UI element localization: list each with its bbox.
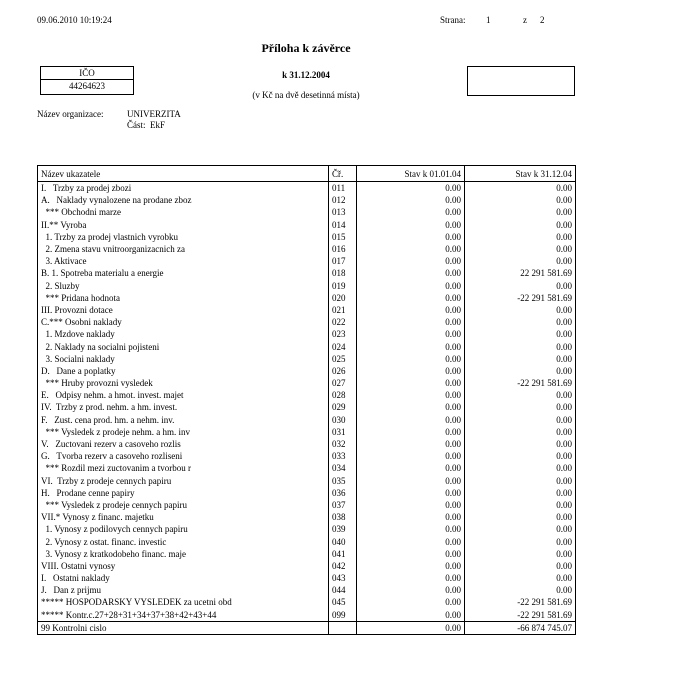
row-balance-end: -22 291 581.69 — [465, 377, 576, 389]
row-balance-start: 0.00 — [357, 572, 465, 584]
row-balance-start: 0.00 — [357, 206, 465, 218]
row-number: 029 — [329, 401, 357, 413]
row-balance-start: 0.00 — [357, 584, 465, 596]
row-balance-end: 0.00 — [465, 572, 576, 584]
table-row — [38, 377, 576, 389]
report-date: k 31.12.2004 — [282, 70, 330, 80]
row-balance-end: 0.00 — [465, 438, 576, 450]
org-name: UNIVERZITA — [127, 109, 181, 119]
row-balance-start: 0.00 — [357, 560, 465, 572]
row-number: 028 — [329, 389, 357, 401]
row-balance-start: 0.00 — [357, 304, 465, 316]
page-of-label: z — [523, 15, 527, 25]
row-balance-start: 0.00 — [357, 523, 465, 535]
row-balance-start: 0.00 — [357, 377, 465, 389]
row-number: 031 — [329, 426, 357, 438]
row-balance-start: 0.00 — [357, 401, 465, 413]
row-balance-start: 0.00 — [357, 511, 465, 523]
row-indicator-name: VII.* Vynosy z financ. majetku — [38, 511, 329, 523]
row-indicator-name: J. Dan z prijmu — [38, 584, 329, 596]
row-balance-end: 0.00 — [465, 523, 576, 535]
row-balance-end: 0.00 — [465, 389, 576, 401]
row-indicator-name: 3. Socialni naklady — [38, 353, 329, 365]
row-indicator-name: ***** HOSPODARSKY VYSLEDEK za ucetni obd — [38, 596, 329, 608]
row-balance-start: 0.00 — [357, 535, 465, 547]
row-balance-start: 0.00 — [357, 255, 465, 267]
row-indicator-name: 1. Mzdove naklady — [38, 328, 329, 340]
footer-indicator-name: 99 Kontrolni cislo — [38, 621, 329, 634]
row-number: 022 — [329, 316, 357, 328]
table-row — [38, 389, 576, 401]
row-balance-end: 0.00 — [465, 206, 576, 218]
row-indicator-name: G. Tvorba rezerv a casoveho rozliseni — [38, 450, 329, 462]
row-number: 023 — [329, 328, 357, 340]
row-indicator-name: 3. Aktivace — [38, 255, 329, 267]
table-row — [38, 280, 576, 292]
stamp-box — [467, 66, 575, 96]
table-row — [38, 426, 576, 438]
row-indicator-name: E. Odpisy nehm. a hmot. invest. majet — [38, 389, 329, 401]
row-indicator-name: 1. Trzby za prodej vlastnich vyrobku — [38, 231, 329, 243]
row-number: 034 — [329, 462, 357, 474]
row-indicator-name: *** Pridana hodnota — [38, 292, 329, 304]
row-balance-end: 0.00 — [465, 365, 576, 377]
ico-value: 44264623 — [69, 81, 105, 91]
row-balance-end: 0.00 — [465, 487, 576, 499]
row-balance-end: 0.00 — [465, 316, 576, 328]
table-row — [38, 267, 576, 279]
table-row — [38, 353, 576, 365]
row-balance-end: 0.00 — [465, 231, 576, 243]
row-indicator-name: 2. Naklady na socialni pojisteni — [38, 340, 329, 352]
row-balance-start: 0.00 — [357, 475, 465, 487]
row-balance-start: 0.00 — [357, 182, 465, 195]
row-number: 030 — [329, 414, 357, 426]
table-row — [38, 206, 576, 218]
row-number: 015 — [329, 231, 357, 243]
row-indicator-name: III. Provozni dotace — [38, 304, 329, 316]
table-row — [38, 462, 576, 474]
page-current: 1 — [486, 15, 491, 25]
row-number: 043 — [329, 572, 357, 584]
row-number: 099 — [329, 609, 357, 622]
row-balance-end: 0.00 — [465, 499, 576, 511]
row-balance-start: 0.00 — [357, 609, 465, 622]
row-number: 011 — [329, 182, 357, 195]
footer-balance-start: 0.00 — [357, 621, 465, 634]
row-number: 032 — [329, 438, 357, 450]
table-row — [38, 414, 576, 426]
row-balance-start: 0.00 — [357, 450, 465, 462]
row-number: 038 — [329, 511, 357, 523]
table-row — [38, 401, 576, 413]
row-balance-start: 0.00 — [357, 499, 465, 511]
row-number: 012 — [329, 194, 357, 206]
row-balance-end: -22 291 581.69 — [465, 292, 576, 304]
row-number: 021 — [329, 304, 357, 316]
row-number: 039 — [329, 523, 357, 535]
row-balance-end: 0.00 — [465, 243, 576, 255]
row-balance-start: 0.00 — [357, 462, 465, 474]
part-value: EkF — [150, 120, 166, 130]
row-number: 037 — [329, 499, 357, 511]
row-indicator-name: D. Dane a poplatky — [38, 365, 329, 377]
table-row — [38, 304, 576, 316]
table-row — [38, 596, 576, 608]
row-indicator-name: *** Vysledek z prodeje cennych papiru — [38, 499, 329, 511]
row-balance-end: 0.00 — [465, 475, 576, 487]
row-balance-start: 0.00 — [357, 414, 465, 426]
row-balance-start: 0.00 — [357, 365, 465, 377]
table-row — [38, 231, 576, 243]
row-number: 045 — [329, 596, 357, 608]
table-row — [38, 328, 576, 340]
row-indicator-name: VIII. Ostatni vynosy — [38, 560, 329, 572]
row-indicator-name: 1. Vynosy z podilovych cennych papiru — [38, 523, 329, 535]
row-number: 040 — [329, 535, 357, 547]
row-indicator-name: IV. Trzby z prod. nehm. a hm. invest. — [38, 401, 329, 413]
row-balance-start: 0.00 — [357, 548, 465, 560]
header-row-number: Čř. — [329, 166, 357, 182]
print-datetime: 09.06.2010 10:19:24 — [37, 15, 112, 25]
row-number: 035 — [329, 475, 357, 487]
table-row — [38, 316, 576, 328]
row-balance-start: 0.00 — [357, 292, 465, 304]
row-number: 020 — [329, 292, 357, 304]
row-balance-start: 0.00 — [357, 426, 465, 438]
table-row — [38, 194, 576, 206]
row-balance-end: 0.00 — [465, 401, 576, 413]
row-balance-start: 0.00 — [357, 316, 465, 328]
table-row — [38, 584, 576, 596]
table-row — [38, 535, 576, 547]
row-indicator-name: VI. Trzby z prodeje cennych papiru — [38, 475, 329, 487]
row-balance-end: 0.00 — [465, 560, 576, 572]
ico-label: IČO — [79, 68, 95, 78]
footer-row-number — [329, 621, 357, 634]
table-row — [38, 219, 576, 231]
row-balance-start: 0.00 — [357, 438, 465, 450]
row-balance-end: 0.00 — [465, 462, 576, 474]
row-indicator-name: *** Obchodni marze — [38, 206, 329, 218]
header-balance-start: Stav k 01.01.04 — [357, 166, 465, 182]
row-balance-start: 0.00 — [357, 219, 465, 231]
table-row — [38, 499, 576, 511]
row-balance-start: 0.00 — [357, 194, 465, 206]
row-balance-end: 0.00 — [465, 535, 576, 547]
row-balance-start: 0.00 — [357, 389, 465, 401]
table-header-row — [38, 166, 576, 182]
table-row — [38, 560, 576, 572]
row-number: 033 — [329, 450, 357, 462]
row-indicator-name: H. Prodane cenne papiry — [38, 487, 329, 499]
header-balance-end: Stav k 31.12.04 — [465, 166, 576, 182]
row-indicator-name: A. Naklady vynalozene na prodane zboz — [38, 194, 329, 206]
row-balance-end: -22 291 581.69 — [465, 596, 576, 608]
row-number: 041 — [329, 548, 357, 560]
row-balance-end: 0.00 — [465, 340, 576, 352]
table-footer-row — [38, 621, 576, 634]
table-row — [38, 523, 576, 535]
row-number: 024 — [329, 340, 357, 352]
row-balance-end: 0.00 — [465, 194, 576, 206]
row-indicator-name: I. Trzby za prodej zbozi — [38, 182, 329, 195]
ico-divider — [41, 79, 133, 80]
row-balance-end: 0.00 — [465, 280, 576, 292]
table-row — [38, 548, 576, 560]
header-indicator-name: Název ukazatele — [38, 166, 329, 182]
row-balance-end: 0.00 — [465, 511, 576, 523]
row-balance-end: 0.00 — [465, 219, 576, 231]
row-indicator-name: *** Hruby provozni vysledek — [38, 377, 329, 389]
row-balance-start: 0.00 — [357, 267, 465, 279]
row-indicator-name: II.** Vyroba — [38, 219, 329, 231]
table-row — [38, 182, 576, 195]
row-balance-end: 0.00 — [465, 584, 576, 596]
row-balance-end: 22 291 581.69 — [465, 267, 576, 279]
row-number: 019 — [329, 280, 357, 292]
row-indicator-name: I. Ostatni naklady — [38, 572, 329, 584]
table-row — [38, 365, 576, 377]
row-indicator-name: 2. Vynosy z ostat. financ. investic — [38, 535, 329, 547]
units-note: (v Kč na dvě desetinná místa) — [252, 90, 360, 100]
row-balance-end: 0.00 — [465, 450, 576, 462]
table-row — [38, 243, 576, 255]
row-indicator-name: ***** Kontr.c.27+28+31+34+37+38+42+43+44 — [38, 609, 329, 622]
row-indicator-name: 3. Vynosy z kratkodobeho financ. maje — [38, 548, 329, 560]
table-row — [38, 475, 576, 487]
row-number: 018 — [329, 267, 357, 279]
row-balance-start: 0.00 — [357, 328, 465, 340]
row-balance-end: 0.00 — [465, 548, 576, 560]
table-row — [38, 572, 576, 584]
row-number: 044 — [329, 584, 357, 596]
table-row — [38, 340, 576, 352]
footer-balance-end: -66 874 745.07 — [465, 621, 576, 634]
row-balance-start: 0.00 — [357, 340, 465, 352]
row-number: 014 — [329, 219, 357, 231]
row-indicator-name: *** Vysledek z prodeje nehm. a hm. inv — [38, 426, 329, 438]
part-label: Část: — [127, 120, 146, 130]
row-number: 017 — [329, 255, 357, 267]
row-number: 016 — [329, 243, 357, 255]
row-indicator-name: V. Zuctovani rezerv a casoveho rozlis — [38, 438, 329, 450]
table-row — [38, 511, 576, 523]
page-total: 2 — [540, 15, 545, 25]
row-number: 025 — [329, 353, 357, 365]
row-balance-end: 0.00 — [465, 414, 576, 426]
table-row — [38, 450, 576, 462]
row-number: 026 — [329, 365, 357, 377]
row-balance-start: 0.00 — [357, 243, 465, 255]
row-indicator-name: B. 1. Spotreba materialu a energie — [38, 267, 329, 279]
row-balance-start: 0.00 — [357, 353, 465, 365]
row-balance-start: 0.00 — [357, 596, 465, 608]
row-balance-start: 0.00 — [357, 487, 465, 499]
row-balance-start: 0.00 — [357, 280, 465, 292]
page-label: Strana: — [440, 15, 466, 25]
row-balance-end: 0.00 — [465, 182, 576, 195]
org-label: Název organizace: — [37, 109, 104, 119]
document-title: Příloha k závěrce — [261, 41, 351, 55]
row-indicator-name: C.*** Osobni naklady — [38, 316, 329, 328]
row-number: 042 — [329, 560, 357, 572]
table-row — [38, 609, 576, 622]
row-balance-end: 0.00 — [465, 353, 576, 365]
row-indicator-name: *** Rozdil mezi zuctovanim a tvorbou r — [38, 462, 329, 474]
row-balance-end: 0.00 — [465, 426, 576, 438]
row-balance-end: 0.00 — [465, 328, 576, 340]
report-table — [37, 165, 576, 635]
ico-box — [40, 66, 134, 95]
row-number: 027 — [329, 377, 357, 389]
table-row — [38, 438, 576, 450]
table-row — [38, 487, 576, 499]
row-balance-end: -22 291 581.69 — [465, 609, 576, 622]
table-row — [38, 255, 576, 267]
row-balance-end: 0.00 — [465, 304, 576, 316]
row-number: 036 — [329, 487, 357, 499]
row-indicator-name: 2. Sluzby — [38, 280, 329, 292]
table-row — [38, 292, 576, 304]
row-indicator-name: F. Zust. cena prod. hm. a nehm. inv. — [38, 414, 329, 426]
row-balance-end: 0.00 — [465, 255, 576, 267]
row-indicator-name: 2. Zmena stavu vnitroorganizacnich za — [38, 243, 329, 255]
row-number: 013 — [329, 206, 357, 218]
row-balance-start: 0.00 — [357, 231, 465, 243]
